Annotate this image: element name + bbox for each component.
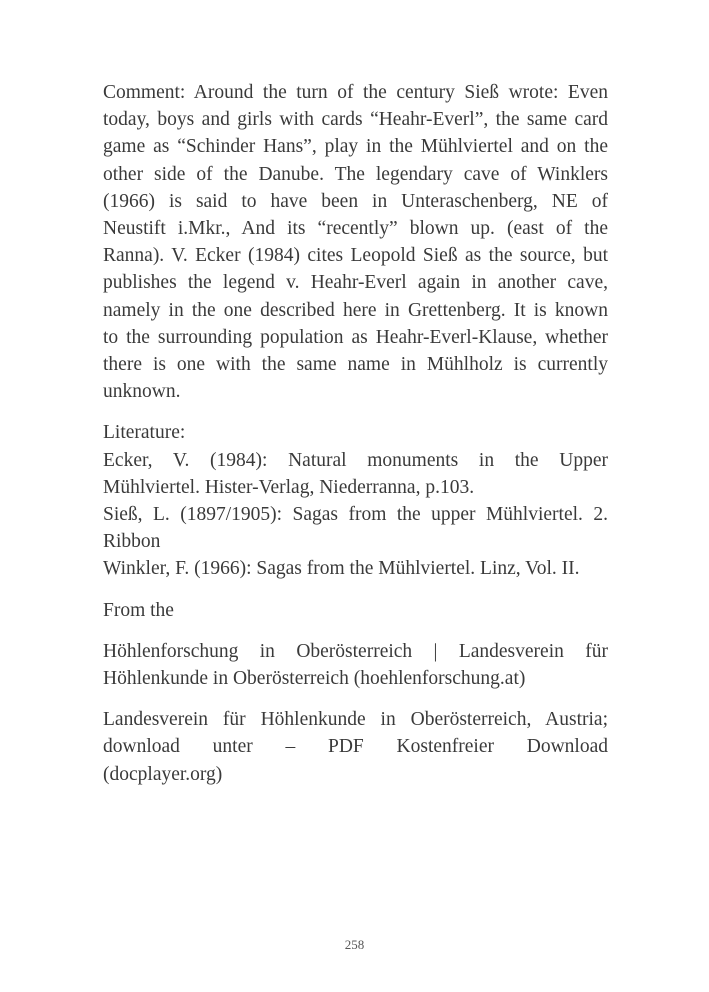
text-line: namely in the one described here in Grettenberg. It is known [103,299,608,321]
page-number: 258 [344,937,365,952]
document-body [103,79,608,802]
text-line: Literature: [103,422,186,444]
paragraphs [103,79,608,788]
text-line: unknown. [103,381,181,403]
text-line: to the surrounding population as Heahr-Everl-Klause, whether [103,326,608,348]
docplayer-source [103,706,608,788]
text-line: Comment: Around the turn of the century Sieß wrote: Even [103,82,608,103]
text-line: there is one with the same name in Mühlholz is currently [103,354,608,376]
text-line: (docplayer.org) [103,763,223,785]
hoehlenforschung-source [103,638,608,692]
text-line: Mühlviertel. Hister-Verlag, Niederranna, p.103. [103,476,475,498]
text-line: Ecker, V. (1984): Natural monuments in the Upper [103,449,608,471]
text-line: Neustift i.Mkr., And its “recently” blown up. (east of the [103,218,608,240]
literature-section [103,419,608,582]
from-the-line [103,597,608,624]
text-line: Höhlenforschung in Oberösterreich | Landesverein für [103,640,608,662]
text-line: other side of the Danube. The legendary cave of Winklers [103,163,608,185]
text-line: Sieß, L. (1897/1905): Sagas from the upper Mühlviertel. 2. [103,504,608,526]
text-line: Winkler, F. (1966): Sagas from the Mühlviertel. Linz, Vol. II. [103,558,580,580]
text-line: Ribbon [103,531,161,553]
text-line: today, boys and girls with cards “Heahr-Everl”, the same card [103,109,608,131]
text-line: From the [103,599,174,621]
text-line: Höhlenkunde in Oberösterreich (hoehlenforschung.at) [103,668,526,690]
text-line: Landesverein für Höhlenkunde in Oberösterreich, Austria; [103,709,608,731]
comment-paragraph [103,79,608,405]
text-line: publishes the legend v. Heahr-Everl again in another cave, [103,272,608,294]
text-line: (1966) is said to have been in Unteraschenberg, NE of [103,190,608,212]
text-line: game as “Schinder Hans”, play in the Mühlviertel and on the [103,136,608,158]
text-line: download unter – PDF Kostenfreier Download [103,736,608,758]
text-line: Ranna). V. Ecker (1984) cites Leopold Sieß as the source, but [103,245,608,267]
